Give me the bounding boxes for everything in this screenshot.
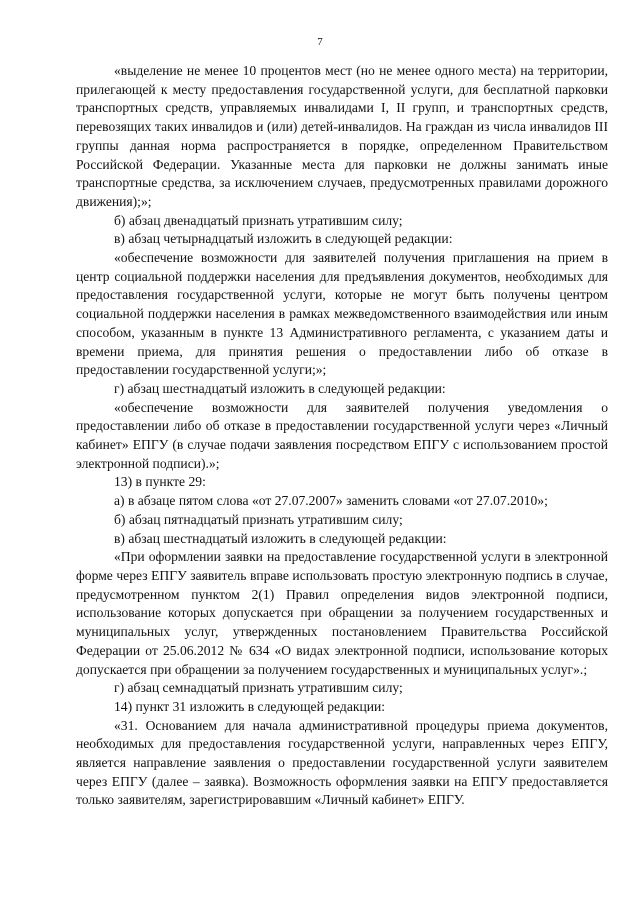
paragraph: 13) в пункте 29: <box>114 474 206 490</box>
paragraph: «обеспечение возможности для заявителей получения уведомления о предоставлении либо об отказе в предоставлении государственной услуги через «Личный кабинет» ЕПГУ (в случае подачи заявления посредством ЕПГУ с использованием простой электронной подписи).»; <box>76 399 608 471</box>
paragraph: г) абзац семнадцатый признать утратившим силу; <box>114 680 403 696</box>
paragraph: б) абзац пятнадцатый признать утратившим силу; <box>114 511 403 527</box>
paragraph: а) в абзаце пятом слова «от 27.07.2007» заменить словами «от 27.07.2010»; <box>114 493 548 509</box>
page-number: 7 <box>317 36 323 48</box>
paragraph: «При оформлении заявки на предоставление государственной услуги в электронной форме через ЕПГУ заявитель вправе использовать простую электронную подпись в случае, предусмотренном пунктом 2(1) Правил определения видов электронной подписи, использование которых допускается при обращении за получением государственных и муниципальных услуг, утвержденных постановлением Правительства Российской Федерации от 25.06.2012 № 634 «О видах электронной подписи, использование которых допускается при обращении за получением государственных и муниципальных услуг».; <box>76 549 608 677</box>
paragraph: г) абзац шестнадцатый изложить в следующей редакции: <box>114 380 446 396</box>
paragraph: 14) пункт 31 изложить в следующей редакции: <box>114 698 386 714</box>
paragraph: «выделение не менее 10 процентов мест (но не менее одного места) на территории, прилегающей к месту предоставления государственной услуги, для бесплатной парковки транспортных средств, управляемых инвалидами I, II групп, и транспортных средств, перевозящих таких инвалидов и (или) детей-инвалидов. На граждан из числа инвалидов III группы данная норма распространяется в порядке, определенном Правительством Российской Федерации. Указанные места для парковки не должны занимать иные транспортные средства, за исключением случаев, предусмотренных правилами дорожного движения);»; <box>76 63 608 209</box>
document-body <box>76 62 608 810</box>
paragraph: в) абзац четырнадцатый изложить в следующей редакции: <box>114 231 453 247</box>
paragraph: б) абзац двенадцатый признать утратившим силу; <box>114 212 403 228</box>
paragraph: «обеспечение возможности для заявителей получения приглашения на прием в центр социальной поддержки населения для предъявления документов, необходимых для предоставления государственной услуги, которые не могут быть получены центром социальной поддержки населения в рамках межведомственного взаимодействия или иным способом, указанным в пункте 13 Административного регламента, с указанием даты и времени приема, для принятия решения о предоставлении либо об отказе в предоставлении государственной услуги;»; <box>76 250 608 378</box>
paragraph: «31. Основанием для начала административной процедуры приема документов, необходимых для предоставления государственной услуги, направленных через ЕПГУ, является направление заявления о предоставлении государственной услуги заявителем через ЕПГУ (далее – заявка). Возможность оформления заявки на ЕПГУ предоставляется только заявителям, зарегистрировавшим «Личный кабинет» ЕПГУ. <box>76 717 608 808</box>
paragraph: в) абзац шестнадцатый изложить в следующей редакции: <box>114 530 447 546</box>
